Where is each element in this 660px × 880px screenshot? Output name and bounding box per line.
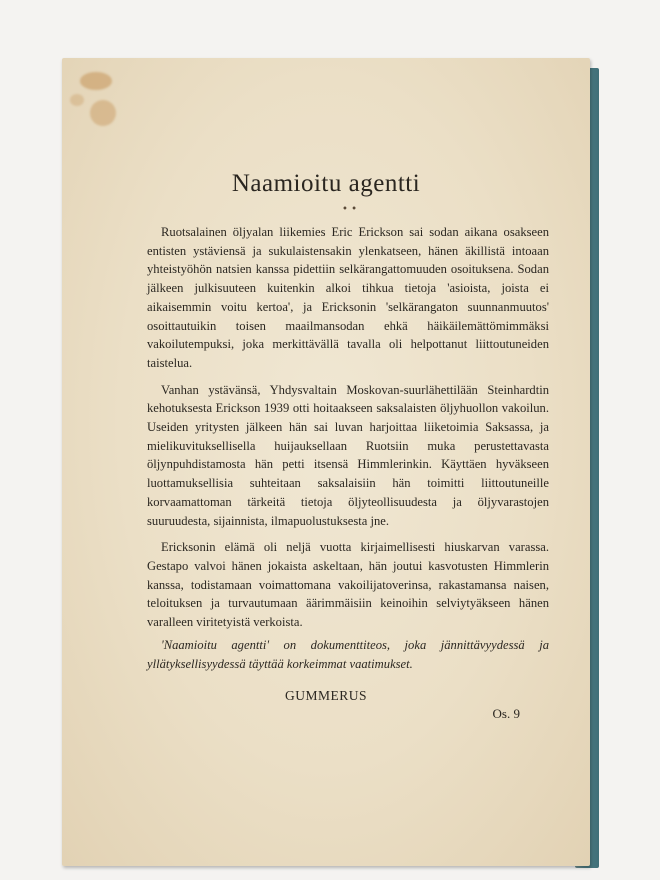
stain-mark — [90, 100, 116, 126]
publisher-name: GUMMERUS — [284, 688, 367, 703]
blurb-text — [147, 223, 549, 640]
blurb-paragraph: Vanhan ystävänsä, Yhdysvaltain Moskovan-suurlähettilään Steinhardtin kehotuksesta Erickson 1939 otti hoitaakseen saksalaisten öljyhuollon vakoilun. Useiden yritysten jälkeen hän sai luvan harjoittaa liiketoimia Saksassa, ja mielikuvituksellisella huijauksellaan Ruotsiin muka perustettavasta öljynpuhdistamosta hän petti itsensä Himmlerinkin. Käyttäen hyväkseen luottamuksellisia suhteitaan saksalaisiin hän toimitti liittoutuneille korvaamattoman tärkeitä tietoja öljyteollisuudesta ja öljyvarastojen suuruudesta, sijainnista, ilmapuolustuksesta jne. — [147, 382, 549, 528]
ink-mark: • • — [342, 204, 357, 215]
book-back-cover — [62, 58, 590, 866]
blurb-paragraph: Ruotsalainen öljyalan liikemies Eric Erickson sai sodan aikana osakseen entisten ystäviensä ja sukulaistensakin ylenkatseen, hänen äkillistä intoaan yhteistyöhön natsien kanssa pidettiin selkärangattomuuden osoituksena. Sodan jälkeen julkisuuteen kuitenkin alkoi tihkua tietoja 'asioista, joista ei aikaisemmin voitu kertoa', ja Ericksonin 'selkärangaton suunnanmuutos' osoittautuikin toisen maailmansodan ehkä häikäilemättömimmäksi vakoilutempuksi, joka merkittävällä tavalla oli helpottanut liittoutuneiden taistelua. — [147, 225, 549, 370]
stain-mark — [70, 94, 84, 106]
blurb-paragraph: Ericksonin elämä oli neljä vuotta kirjaimellisesti hiuskarvan varassa. Gestapo valvoi hänen jokaista askeltaan, hän joutui kasvotusten Himmlerin kanssa, todistamaan voimattomana vakoilijatoverinsa, rakastamansa naisen, teloituksen ja turvautumaan äärimmäisiin keinoihin selviytyäkseen hänen varalleen viritetyistä verkoista. — [147, 540, 549, 630]
closing-statement: 'Naamioitu agentti' on dokumenttiteos, joka jännittävyydessä ja yllätyksellisyydessä täyttää korkeimmat vaatimukset. — [147, 638, 549, 671]
book-title: Naamioitu agentti — [231, 170, 421, 197]
stain-mark — [80, 72, 112, 90]
price-code: Os. 9 — [492, 706, 520, 721]
